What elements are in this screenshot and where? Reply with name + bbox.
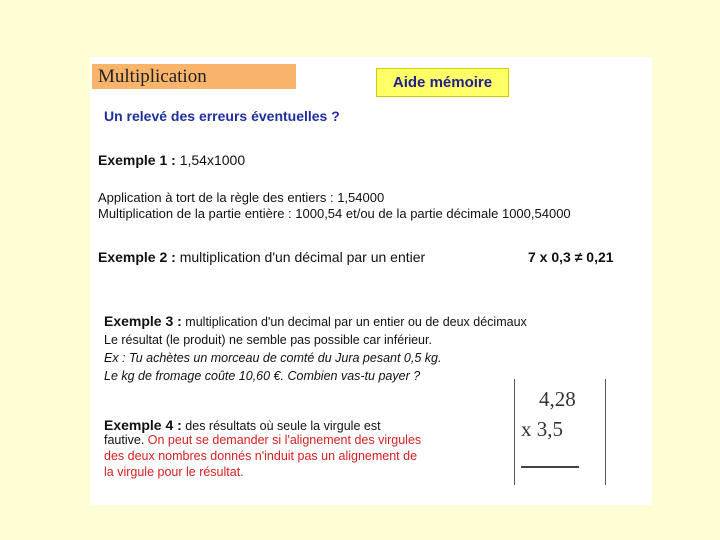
exemple-1	[98, 152, 245, 168]
exemple-3-line-2: Ex : Tu achètes un morceau de comté du Jura pesant 0,5 kg.	[104, 351, 442, 365]
calc-bottom-number: x 3,5	[521, 417, 563, 441]
question-heading: Un relevé des erreurs éventuelles ?	[104, 108, 340, 124]
slide-sheet	[90, 57, 652, 505]
exemple-3-line-3: Le kg de fromage coûte 10,60 €. Combien vas-tu payer ?	[104, 369, 421, 383]
exemple-4-line-1-red: On peut se demander si l'alignement des virgules	[147, 433, 422, 447]
calc-top-number: 4,28	[539, 387, 576, 411]
calc-result-line	[521, 466, 579, 468]
exemple-4-label: Exemple 4 :	[104, 417, 182, 433]
exemple-2	[98, 249, 425, 265]
exemple-1-expr: 1,54x1000	[175, 152, 246, 168]
exemple-4-line-1-black: fautive.	[104, 433, 148, 447]
exemple-2-formula: 7 x 0,3 ≠ 0,21	[528, 249, 614, 265]
exemple-3-line-1: Le résultat (le produit) ne semble pas possible car inférieur.	[104, 333, 432, 347]
exemple-4-line-1	[104, 433, 421, 447]
exemple-1-label: Exemple 1 :	[98, 152, 176, 168]
title-box: Multiplication	[92, 64, 296, 89]
exemple-1-line-1: Application à tort de la règle des entiers : 1,54000	[98, 190, 385, 205]
exemple-4-line-3: la virgule pour le résultat.	[104, 465, 244, 479]
exemple-3	[104, 313, 527, 329]
handwritten-multiplication	[514, 379, 606, 485]
exemple-4-text: des résultats où seule la virgule est	[181, 419, 381, 433]
aide-memoire-box: Aide mémoire	[376, 68, 509, 97]
exemple-2-label: Exemple 2 :	[98, 249, 176, 265]
exemple-2-text: multiplication d'un décimal par un entier	[175, 249, 426, 265]
exemple-3-label: Exemple 3 :	[104, 313, 182, 329]
exemple-4	[104, 417, 381, 433]
exemple-3-text: multiplication d'un decimal par un entier ou de deux décimaux	[181, 315, 527, 329]
exemple-1-line-2: Multiplication de la partie entière : 1000,54 et/ou de la partie décimale 1000,54000	[98, 206, 571, 221]
exemple-4-line-2: des deux nombres donnés n'induit pas un alignement de	[104, 449, 418, 463]
